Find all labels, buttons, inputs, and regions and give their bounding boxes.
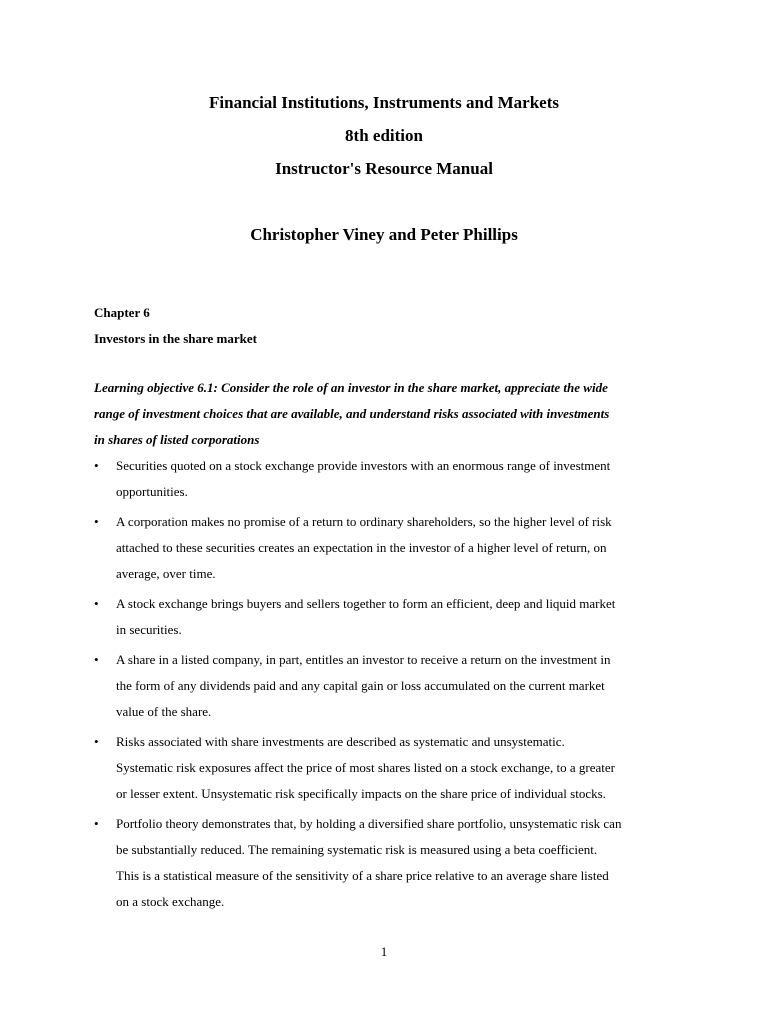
edition: 8th edition [345,126,423,145]
bullet-icon: • [94,458,99,473]
chapter-label: Chapter 6 [94,305,150,320]
bullet-text-line: or lesser extent. Unsystematic risk specifically impacts on the share price of individual stocks. [116,786,606,801]
bullet-text-line: average, over time. [116,566,216,581]
bullet-item [94,811,724,915]
bullet-text-line: opportunities. [116,484,188,499]
bullet-item [94,729,724,807]
bullet-text-line: on a stock exchange. [116,894,225,909]
bullet-item [94,647,724,725]
bullet-icon: • [94,734,99,749]
manual-title: Instructor's Resource Manual [275,159,493,178]
bullet-text-line: Systematic risk exposures affect the price of most shares listed on a stock exchange, to a greater [116,760,616,775]
bullet-text-line: value of the share. [116,704,212,719]
page-number: 1 [380,944,388,959]
bullet-text-line: This is a statistical measure of the sensitivity of a share price relative to an average share listed [116,868,609,883]
bullet-item [94,591,724,643]
learning-objective-line: Learning objective 6.1: Consider the role of an investor in the share market, appreciate the wide [94,380,608,395]
bullet-text-line: A stock exchange brings buyers and sellers together to form an efficient, deep and liquid market [116,596,616,611]
bullet-item [94,509,724,587]
bullet-list [94,453,724,919]
chapter-title: Investors in the share market [94,331,257,346]
bullet-text-line: A corporation makes no promise of a return to ordinary shareholders, so the higher level of risk [116,514,612,529]
bullet-text-line: Securities quoted on a stock exchange provide investors with an enormous range of investment [116,458,611,473]
bullet-text-line: Portfolio theory demonstrates that, by holding a diversified share portfolio, unsystematic risk can [116,816,622,831]
book-title: Financial Institutions, Instruments and Markets [209,93,559,112]
bullet-icon: • [94,816,99,831]
bullet-text-line: attached to these securities creates an expectation in the investor of a higher level of return, on [116,540,607,555]
bullet-text-line: A share in a listed company, in part, entitles an investor to receive a return on the investment in [116,652,611,667]
bullet-text-line: in securities. [116,622,182,637]
bullet-text-line: Risks associated with share investments are described as systematic and unsystematic. [116,734,565,749]
bullet-text-line: the form of any dividends paid and any capital gain or loss accumulated on the current market [116,678,605,693]
bullet-icon: • [94,514,99,529]
learning-objective-line: range of investment choices that are available, and understand risks associated with investments [94,406,610,421]
bullet-text-line: be substantially reduced. The remaining systematic risk is measured using a beta coefficient. [116,842,598,857]
title-block [0,86,768,185]
learning-objective [94,375,724,453]
authors: Christopher Viney and Peter Phillips [250,225,518,244]
bullet-item [94,453,724,505]
learning-objective-line: in shares of listed corporations [94,432,260,447]
bullet-icon: • [94,652,99,667]
bullet-icon: • [94,596,99,611]
